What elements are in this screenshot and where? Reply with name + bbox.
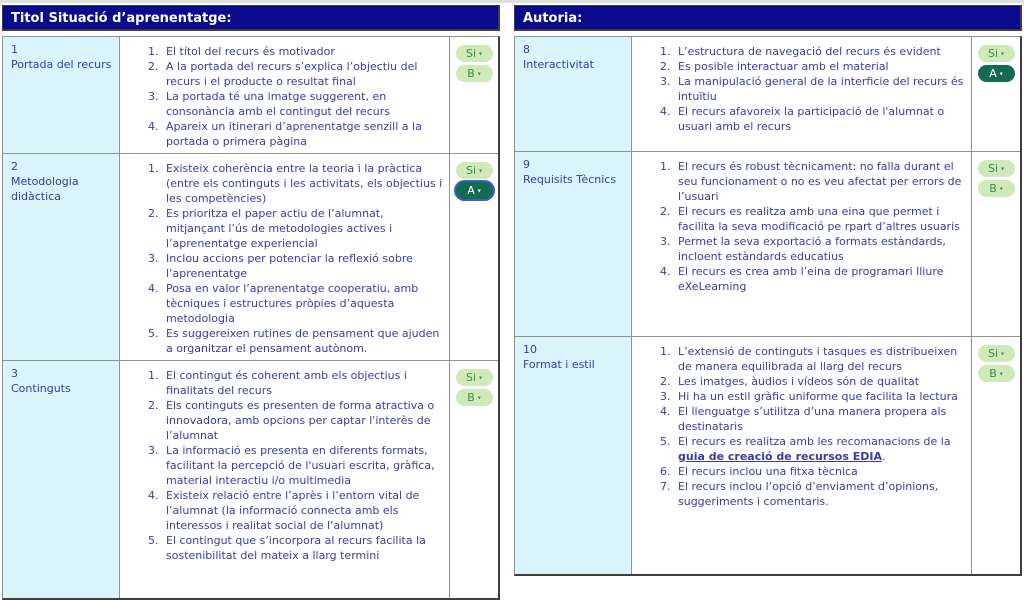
criterion-item: 2. El recurs es realitza amb una eina que permet i facilita la seva modificació pe rpart d’altres usuaris [674, 204, 967, 234]
rating-value: A [989, 67, 997, 80]
criterion-item: 6. El recurs inclou una fitxa tècnica [674, 464, 967, 479]
criteria-table-situacio [2, 36, 500, 600]
criterion-item: 5. El contingut que s’incorpora al recurs facilita la sostenibilitat del mateix a llarg termini [162, 533, 445, 563]
criterion-items-cell [632, 37, 972, 151]
criteria-table-autoria [514, 36, 1022, 576]
criterion-number: 1 [11, 43, 18, 56]
rating-cell [972, 37, 1020, 151]
rating-value: Si [987, 47, 999, 60]
criterion-row [515, 151, 1020, 336]
criterion-name: Format i estil [523, 358, 595, 371]
criterion-item: 2. Les imatges, àudios i vídeos són de qualitat [674, 374, 967, 389]
rating-value: Si [987, 162, 999, 175]
criterion-item: 1. El recurs és robust tècnicament: no falla durant el seu funcionament o no es veu afectat per errors de l’usuari [674, 159, 967, 204]
rating-value: Si [465, 164, 477, 177]
criterion-row [3, 37, 498, 153]
rating-dropdown-si[interactable] [978, 160, 1015, 177]
rating-value: B [467, 391, 475, 404]
chevron-down-icon: ▾ [1001, 50, 1005, 57]
criterion-number: 8 [523, 43, 530, 56]
criterion-label-cell [515, 337, 632, 574]
criterion-name: Requisits Tècnics [523, 173, 617, 186]
rating-cell [972, 152, 1020, 336]
rating-dropdown-si[interactable] [978, 345, 1015, 362]
rating-dropdown-b[interactable] [456, 65, 493, 82]
criterion-item: 2. Es posible interactuar amb el material [674, 59, 967, 74]
criterion-row [3, 153, 498, 360]
criterion-items-list [632, 344, 967, 509]
criterion-item: 1. El títol del recurs és motivador [162, 44, 445, 59]
criterion-item: 5. El recurs es realitza amb les recomanacions de la guia de creació de recursos EDIA. [674, 434, 967, 464]
rating-value: B [989, 182, 997, 195]
criterion-row [515, 37, 1020, 151]
criterion-name: Continguts [11, 382, 71, 395]
rating-value: A [467, 184, 475, 197]
rating-cell [450, 37, 498, 153]
criterion-row [3, 360, 498, 598]
criterion-label-cell [3, 361, 120, 598]
criterion-name: Portada del recurs [11, 58, 112, 71]
criterion-item: 4. Posa en valor l’aprenentatge cooperatiu, amb tècniques i estructures pròpies d’aquesta metodologia [162, 281, 445, 326]
rating-dropdown-a[interactable] [456, 182, 493, 199]
criterion-item: 4. El recurs es crea amb l’eina de programari lliure eXeLearning [674, 264, 967, 294]
table-header-situacio: Titol Situació d’aprenentatge: [2, 5, 500, 31]
criterion-item: 4. Existeix relació entre l’après i l’entorn vital de l’alumnat (la informació connecta amb els interessos i realitat social de l’alumnat) [162, 488, 445, 533]
criterion-label-cell [3, 154, 120, 360]
rubric-page [0, 3, 1024, 600]
criterion-number: 9 [523, 158, 530, 171]
chevron-down-icon: ▾ [477, 70, 481, 77]
chevron-down-icon: ▾ [477, 187, 481, 194]
rating-cell [450, 361, 498, 598]
rating-value: Si [987, 347, 999, 360]
criterion-items-list [120, 368, 445, 563]
criterion-items-cell [120, 154, 450, 360]
criterion-item: 4. El llenguatge s’utilitza d’una manera propera als destinataris [674, 404, 967, 434]
criterion-item: 3. La informació es presenta en diferents formats, facilitant la percepció de l'usuari escrita, gràfica, material interactiu i/o multimedia [162, 443, 445, 488]
rating-value: Si [465, 371, 477, 384]
rating-dropdown-si[interactable] [456, 45, 493, 62]
criterion-item: 1. El contingut és coherent amb els objectius i finalitats del recurs [162, 368, 445, 398]
rating-cell [972, 337, 1020, 574]
criterion-item: 1. Existeix coherència entre la teoria i la pràctica (entre els continguts i les activitats, els objectius i les competències) [162, 161, 445, 206]
criterion-label-cell [3, 37, 120, 153]
table-header-autoria: Autoria: [514, 5, 1022, 31]
criterion-items-cell [632, 337, 972, 574]
chevron-down-icon: ▾ [477, 394, 481, 401]
chevron-down-icon: ▾ [999, 370, 1003, 377]
panel-autoria [514, 5, 1022, 600]
rating-dropdown-si[interactable] [456, 369, 493, 386]
criterion-item: 4. Apareix un itinerari d’aprenentatge senzill a la portada o primera pàgina [162, 119, 445, 149]
rating-dropdown-a[interactable] [978, 65, 1015, 82]
chevron-down-icon: ▾ [1001, 350, 1005, 357]
chevron-down-icon: ▾ [479, 374, 483, 381]
rating-dropdown-b[interactable] [978, 180, 1015, 197]
criterion-item: 3. Inclou accions per potenciar la reflexió sobre l’aprenentatge [162, 251, 445, 281]
criterion-item: 5. Es suggereixen rutines de pensament que ajuden a organitzar el pensament autònom. [162, 326, 445, 356]
criterion-name: Interactivitat [523, 58, 594, 71]
criterion-items-cell [120, 361, 450, 598]
criterion-items-list [120, 44, 445, 149]
criterion-label-cell [515, 37, 632, 151]
chevron-down-icon: ▾ [1001, 165, 1005, 172]
criterion-item: 7. El recurs inclou l’opció d’enviament d’opinions, suggeriments i comentaris. [674, 479, 967, 509]
rating-cell [450, 154, 498, 360]
rating-dropdown-si[interactable] [978, 45, 1015, 62]
criterion-item: 2. Es prioritza el paper actiu de l’alumnat, mitjançant l’ús de metodologies actives i l’aprenentatge experiencial [162, 206, 445, 251]
criterion-item: 3. La manipulació general de la interficie del recurs és intuïtiu [674, 74, 967, 104]
criterion-item: 2. Els continguts es presenten de forma atractiva o innovadora, amb opcions per captar l'interès de l’alumnat [162, 398, 445, 443]
criterion-row [515, 336, 1020, 574]
criterion-items-list [632, 159, 967, 294]
criterion-item: 1. L’extensió de continguts i tasques es distribueixen de manera equilibrada al llarg del recurs [674, 344, 967, 374]
criterion-name: Metodologia didàctica [11, 175, 79, 203]
chevron-down-icon: ▾ [999, 185, 1003, 192]
rating-dropdown-b[interactable] [456, 389, 493, 406]
criterion-item: 3. Hi ha un estil gràfic uniforme que facilita la lectura [674, 389, 967, 404]
criterion-item: 4. El recurs afavoreix la participació de l'alumnat o usuari amb el recurs [674, 104, 967, 134]
edia-guide-link[interactable]: guia de creació de recursos EDIA [678, 450, 882, 463]
criterion-items-list [632, 44, 967, 134]
panel-situacio-aprenentatge [2, 5, 500, 600]
criterion-number: 10 [523, 343, 537, 356]
criterion-items-cell [120, 37, 450, 153]
criterion-label-cell [515, 152, 632, 336]
criterion-number: 2 [11, 160, 18, 173]
criterion-number: 3 [11, 367, 18, 380]
criterion-item: 3. La portada té una imatge suggerent, en consonància amb el contingut del recurs [162, 89, 445, 119]
criterion-items-list [120, 161, 445, 356]
criterion-item: 1. L’estructura de navegació del recurs és evident [674, 44, 967, 59]
rating-value: B [467, 67, 475, 80]
rating-dropdown-si[interactable] [456, 162, 493, 179]
criterion-item: 2. A la portada del recurs s’explica l’objectiu del recurs i el producte o resultat final [162, 59, 445, 89]
chevron-down-icon: ▾ [999, 70, 1003, 77]
rating-value: B [989, 367, 997, 380]
criterion-items-cell [632, 152, 972, 336]
rating-value: Si [465, 47, 477, 60]
chevron-down-icon: ▾ [479, 50, 483, 57]
rating-dropdown-b[interactable] [978, 365, 1015, 382]
criterion-item: 3. Permet la seva exportació a formats estàndards, incloent estàndards educatius [674, 234, 967, 264]
chevron-down-icon: ▾ [479, 167, 483, 174]
